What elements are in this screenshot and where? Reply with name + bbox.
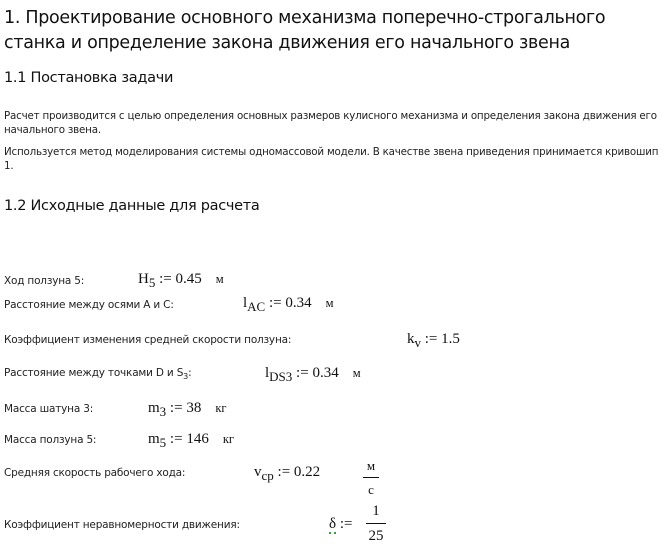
param-lac-label: Расстояние между осями А и С:: [4, 299, 174, 311]
vcp-sub: ср: [261, 468, 274, 483]
param-m3-label: Масса шатуна 3:: [4, 403, 94, 415]
m5-value: 146: [186, 431, 209, 447]
lac-value: 0.34: [285, 295, 312, 311]
vcp-unit-den: с: [368, 482, 374, 497]
param-kv-label: Коэффициент изменения средней скорости ползуна:: [4, 334, 292, 346]
vcp-symbol: v: [254, 464, 262, 480]
vcp-value: 0.22: [293, 464, 321, 480]
m3-unit: кг: [215, 401, 227, 415]
section-heading-1-1: 1.1 Постановка задачи: [4, 70, 174, 86]
m3-sub: 3: [159, 404, 167, 419]
kv-symbol: k: [407, 331, 415, 347]
param-lds3-label: [4, 367, 191, 381]
page-title: 1. Проектирование основного механизма поперечно-строгального станка и определение закона движения его начального звена: [4, 8, 606, 53]
param-vcp-formula[interactable]: $v_{ср}$ := 0.22: [254, 464, 321, 483]
lds3-unit: м: [352, 366, 361, 380]
h5-sub: 5: [148, 275, 156, 290]
lac-sub: AC: [247, 299, 266, 314]
param-kv-formula[interactable]: $k_v$ := 1.5: [407, 331, 460, 350]
section-heading-1-2: 1.2 Исходные данные для расчета: [4, 198, 260, 214]
param-delta-formula[interactable]: δ :=: [329, 516, 353, 532]
lds3-symbol: l: [265, 365, 270, 381]
m5-symbol: m: [148, 431, 160, 447]
param-m5-formula[interactable]: $m_5$ := 146 кг: [148, 431, 235, 450]
param-lac-formula[interactable]: $l_{AC}$ := 0.34 м: [243, 295, 334, 314]
lac-symbol: l: [243, 295, 248, 311]
kv-value: 1.5: [441, 331, 460, 347]
lds3-label-end: :: [188, 367, 192, 379]
intro-paragraph-2: Используется метод моделирования системы одномассовой модели. В качестве звена приведения принимается кривошип 1.: [4, 146, 659, 172]
h5-unit: м: [215, 272, 224, 286]
vcp-unit-fraction: [363, 458, 379, 498]
lds3-sub: DS3: [269, 369, 293, 384]
delta-fraction: [366, 503, 386, 545]
param-lds3-formula[interactable]: $l_{DS3}$ := 0.34 м: [265, 365, 361, 384]
delta-bar: [366, 523, 386, 524]
h5-symbol: H: [138, 271, 149, 287]
kv-sub: v: [414, 335, 421, 350]
intro-paragraph-1: Расчет производится с целью определения основных размеров кулисного механизма и определения закона движения его начального звена.: [4, 110, 657, 136]
m3-value: 38: [186, 400, 202, 416]
param-h5-label: Ход ползуна 5:: [4, 275, 85, 287]
vcp-unit-num: м: [366, 458, 376, 473]
delta-symbol: δ: [329, 516, 337, 532]
param-m3-formula[interactable]: $m_3$ := 38 кг: [148, 400, 227, 419]
vcp-unit-bar: [363, 477, 379, 478]
param-vcp-label: Средняя скорость рабочего хода:: [4, 467, 186, 479]
delta-den: 25: [368, 528, 384, 544]
lac-unit: м: [325, 296, 334, 310]
param-delta-label: Коэффициент неравномерности движения:: [4, 519, 240, 531]
param-h5-formula[interactable]: $H_5$ := 0.45 м: [138, 271, 224, 290]
m3-symbol: m: [148, 400, 160, 416]
lds3-label-sub: 3: [183, 372, 189, 382]
lds3-label-text: Расстояние между точками D и S: [4, 367, 184, 379]
m5-sub: 5: [159, 435, 167, 450]
h5-value: 0.45: [175, 271, 202, 287]
m5-unit: кг: [222, 432, 235, 446]
param-m5-label: Масса ползуна 5:: [4, 434, 97, 446]
delta-num: 1: [372, 503, 380, 519]
lds3-value: 0.34: [312, 365, 339, 381]
